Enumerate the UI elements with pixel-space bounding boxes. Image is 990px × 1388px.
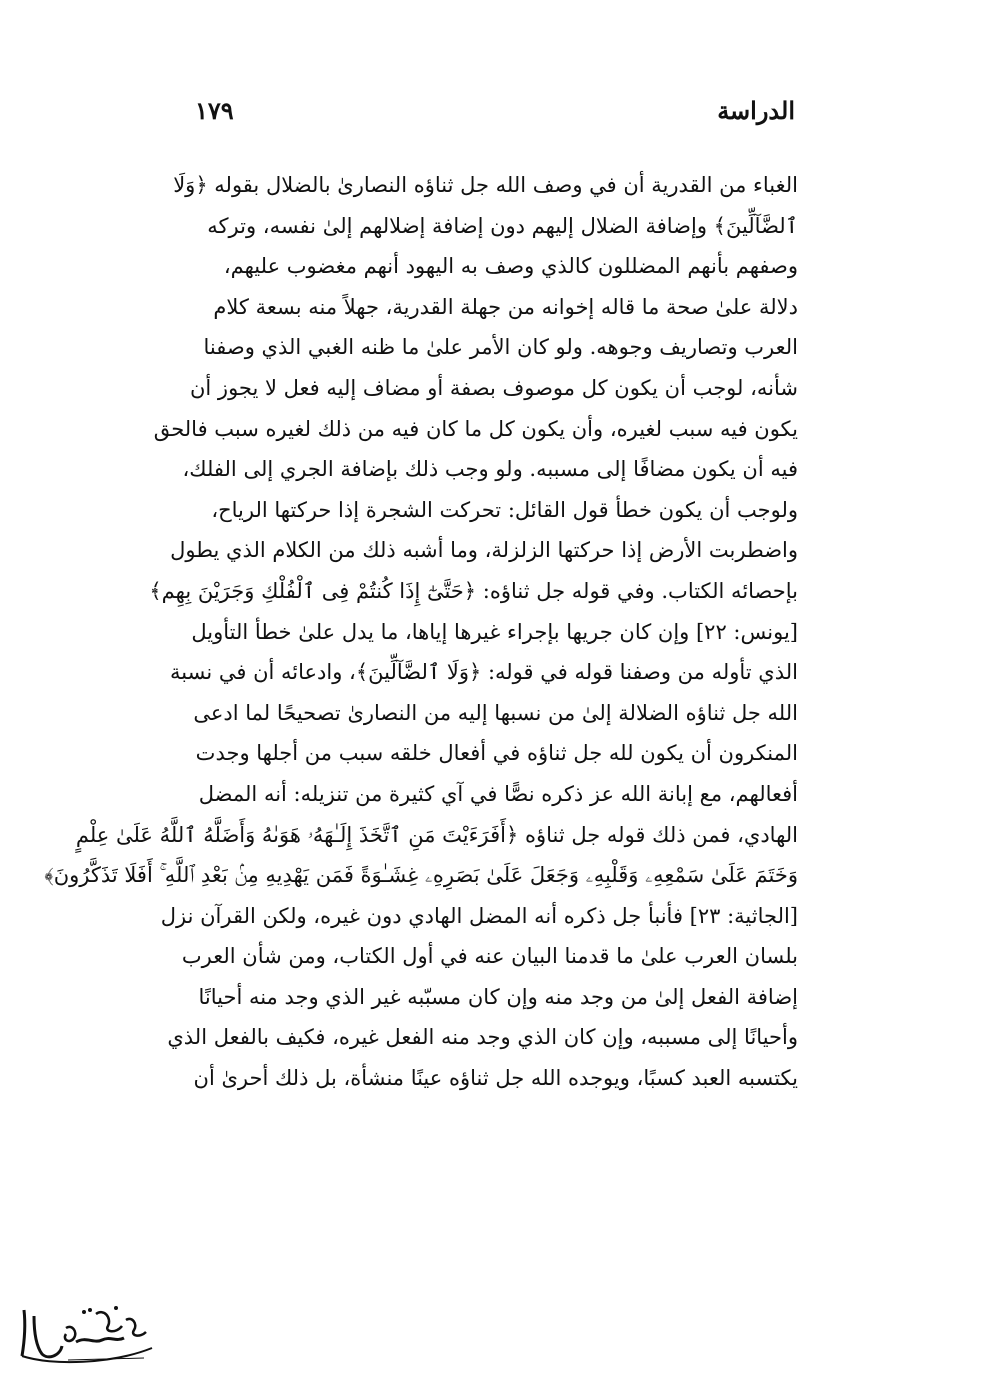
text-line: [يونس: ٢٢] وإن كان جريها بإجراء غيرها إياها، ما يدل علىٰ خطأ التأويل	[191, 619, 798, 644]
text-line: إضافة الفعل إلىٰ من وجد منه وإن كان مسبّبه غير الذي وجد منه أحيانًا	[198, 984, 798, 1009]
page-header	[195, 96, 795, 140]
text-line: فيه أن يكون مضافًا إلى مسببه. ولو وجب ذلك بإضافة الجري إلى الفلك،	[182, 457, 798, 482]
running-title: الدراسة	[717, 96, 795, 125]
text-line: بإحصائه الكتاب. وفي قوله جل ثناؤه: ﴿حَتَّىٰٓ إِذَا كُنتُمْ فِى ٱلْفُلْكِ وَجَرَيْنَ بِهِم﴾	[149, 578, 798, 603]
text-line: واضطربت الأرض إذا حركتها الزلزلة، وما أشبه ذلك من الكلام الذي يطول	[170, 538, 798, 563]
text-line: وَخَتَمَ عَلَىٰ سَمْعِهِۦ وَقَلْبِهِۦ وَجَعَلَ عَلَىٰ بَصَرِهِۦ غِشَـٰوَةً فَمَن يَهْدِيهِ مِنۢ بَعْدِ ٱللَّهِ ۚ أَفَلَا تَذَكَّرُونَ﴾	[44, 863, 798, 888]
text-line: بلسان العرب علىٰ ما قدمنا البيان عنه في أول الكتاب، ومن شأن العرب	[181, 944, 798, 969]
text-line: يكون فيه سبب لغيره، وأن يكون كل ما كان فيه من ذلك لغيره سبب فالحق	[153, 416, 798, 441]
text-line: الذي تأوله من وصفنا قوله في قوله: ﴿وَلَا ٱلضَّآلِّينَ﴾، وادعائه أن في نسبة	[170, 660, 798, 685]
text-line: الغباء من القدرية أن في وصف الله جل ثناؤه النصارىٰ بالضلال بقوله ﴿وَلَا	[173, 173, 798, 197]
page-number: ١٧٩	[195, 96, 234, 125]
text-line: شأنه، لوجب أن يكون كل موصوف بصفة أو مضاف إليه فعل لا يجوز أن	[190, 375, 798, 400]
text-line: المنكرون أن يكون لله جل ثناؤه في أفعال خلقه سبب من أجلها وجدت	[195, 741, 798, 766]
text-line: دلالة علىٰ صحة ما قاله إخوانه من جهلة القدرية، جهلاً منه بسعة كلام	[213, 294, 798, 319]
almoshahem-logo	[12, 1298, 162, 1370]
text-line: أفعالهم، مع إبانة الله عز ذكره نصًّا في آي كثيرة من تنزيله: أنه المضل	[198, 781, 798, 806]
text-line: الله جل ثناؤه الضلالة إلىٰ من نسبها إليه من النصارىٰ تصحيحًا لما ادعى	[193, 700, 798, 725]
body-text	[44, 165, 798, 1099]
text-line: الهادي، فمن ذلك قوله جل ثناؤه ﴿أَفَرَءَيْتَ مَنِ ٱتَّخَذَ إِلَـٰهَهُۥ هَوَىٰهُ وَأَضَلَّهُ ٱللَّهُ عَلَىٰ عِلْمٍ	[75, 822, 798, 847]
text-line: وأحيانًا إلى مسببه، وإن كان الذي وجد منه الفعل غيره، فكيف بالفعل الذي	[167, 1025, 798, 1050]
text-line: ولوجب أن يكون خطأ قول القائل: تحركت الشجرة إذا حركتها الرياح،	[211, 497, 798, 522]
text-line: العرب وتصاريف وجوهه. ولو كان الأمر علىٰ ما ظنه الغبي الذي وصفنا	[203, 335, 798, 360]
text-line: [الجاثية: ٢٣] فأنبأ جل ذكره أنه المضل الهادي دون غيره، ولكن القرآن نزل	[160, 903, 798, 928]
almoshahem-calligraphy-icon	[12, 1298, 162, 1370]
text-line: وصفهم بأنهم المضللون كالذي وصف به اليهود أنهم مغضوب عليهم،	[223, 254, 798, 279]
text-line: يكتسبه العبد كسبًا، ويوجده الله جل ثناؤه عينًا منشأة، بل ذلك أحرىٰ أن	[193, 1066, 798, 1091]
text-line: ٱلضَّآلِّينَ﴾ وإضافة الضلال إليهم دون إضافة إضلالهم إلىٰ نفسه، وتركه	[207, 213, 798, 238]
